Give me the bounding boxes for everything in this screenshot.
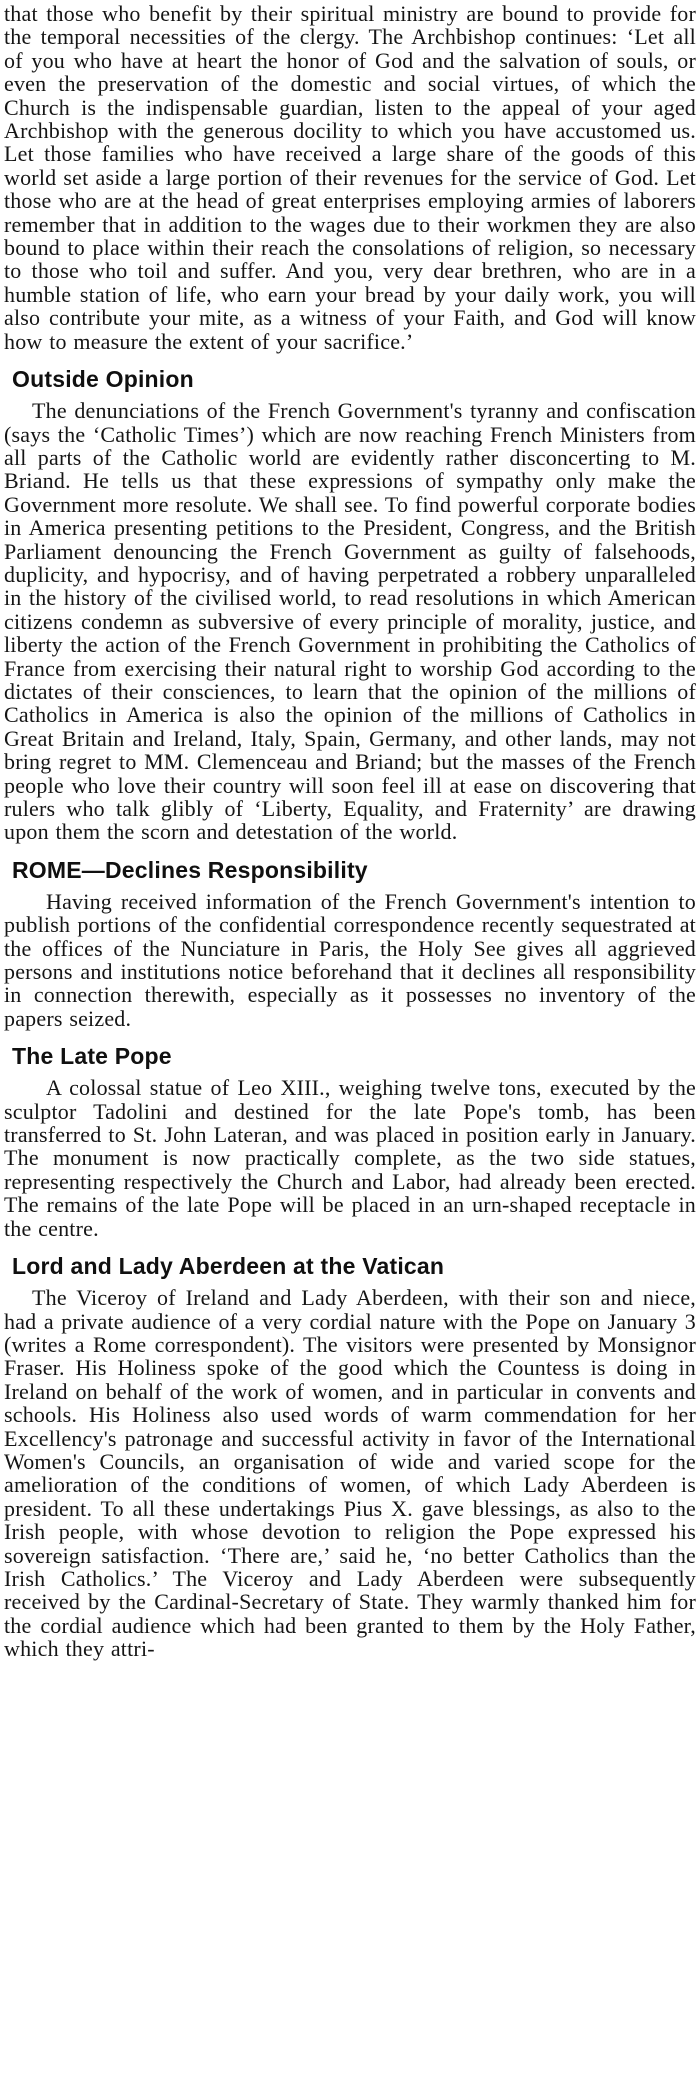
section-body: A colossal statue of Leo XIII., weighing twelve tons, executed by the sculptor Tadolini and destined for the late Pope's tomb, has been transferred to St. John Lateran, and was placed in position early in January. The monument is now practically complete, as the two side statues, representing respectively the Church and Labor, had already been erected. The remains of the late Pope will be placed in an urn-shaped receptacle in the centre.: [4, 1075, 696, 1241]
section-body: The Viceroy of Ireland and Lady Aberdeen, with their son and niece, had a private audience of a very cordial nature with the Pope on January 3 (writes a Rome correspondent). The visitors were presented by Monsignor Fraser. His Holiness spoke of the good which the Countess is doing in Ireland on behalf of the work of women, and in particular in convents and schools. His Holiness also used words of warm commendation for her Excellency's patronage and successful activity in favor of the International Women's Councils, an organisation of wide and varied scope for the amelioration of the conditions of women, of which Lady Aberdeen is president. To all these undertakings Pius X. gave blessings, as also to the Irish people, with whose devotion to religion the Pope expressed his sovereign satisfaction. ‘There are,’ said he, ‘no better Catholics than the Irish Catholics.’ The Viceroy and Lady Aberdeen were subsequently received by the Cardinal-Secretary of State. They warmly thanked him for the cordial audience which had been granted to them by the Holy Father, which they attri-: [4, 1285, 696, 1662]
intro-paragraph: that those who benefit by their spiritual ministry are bound to provide for the temporal necessities of the clergy. The Archbishop continues: ‘Let all of you who have at heart the honor of God and the salvation of souls, or even the preservation of the domestic and social virtues, of which the Church is the indispensable guardian, listen to the appeal of your aged Archbishop with the generous docility to which you have accustomed us. Let those families who have received a large share of the goods of this world set aside a large portion of their revenues for the service of God. Let those who are at the head of great enterprises employing armies of laborers remember that in addition to the wages due to their workmen they are also bound to place within their reach the consolations of religion, so necessary to those who toil and suffer. And you, very dear brethren, who are in a humble station of life, who earn your bread by your daily work, you will also contribute your mite, as a witness of your Faith, and God will know how to measure the extent of your sacrifice.’: [4, 1, 696, 354]
section-heading: ROME—Declines Responsibility: [12, 856, 368, 883]
section-heading: Lord and Lady Aberdeen at the Vatican: [12, 1253, 445, 1280]
section-outside-opinion: [4, 365, 696, 844]
section-late-pope: [4, 1042, 696, 1240]
section-rome-declines: [4, 856, 696, 1030]
section-heading: The Late Pope: [12, 1043, 172, 1070]
section-body: Having received information of the French Government's intention to publish portions of the confidential correspondence recently sequestrated at the offices of the Nunciature in Paris, the Holy See gives all aggrieved persons and institutions notice beforehand that it declines all responsibility in connection therewith, especially as it possesses no inventory of the papers seized.: [4, 888, 696, 1031]
article-column: [4, 2, 696, 1661]
section-body: The denunciations of the French Government's tyranny and confiscation (says the ‘Catholic Times’) which are now reaching French Ministers from all parts of the Catholic world are evidently rather disconcerting to M. Briand. He tells us that these expressions of sympathy only make the Government more resolute. We shall see. To find powerful corporate bodies in America presenting petitions to the President, Congress, and the British Parliament denouncing the French Government as guilty of falsehoods, duplicity, and hypocrisy, and of having perpetrated a robbery unparalleled in the history of the civilised world, to read resolutions in which American citizens condemn as subversive of every principle of morality, justice, and liberty the action of the French Government in prohibiting the Catholics of France from exercising their natural right to worship God according to the dictates of their consciences, to learn that the opinion of the millions of Catholics in America is also the opinion of the millions of Catholics in Great Britain and Ireland, Italy, Spain, Germany, and other lands, may not bring regret to MM. Clemenceau and Briand; but the masses of the French people who love their country will soon feel ill at ease on discovering that rulers who talk glibly of ‘Liberty, Equality, and Fraternity’ are drawing upon them the scorn and detestation of the world.: [4, 398, 696, 845]
section-heading: Outside Opinion: [12, 366, 194, 393]
section-aberdeen-vatican: [4, 1252, 696, 1661]
